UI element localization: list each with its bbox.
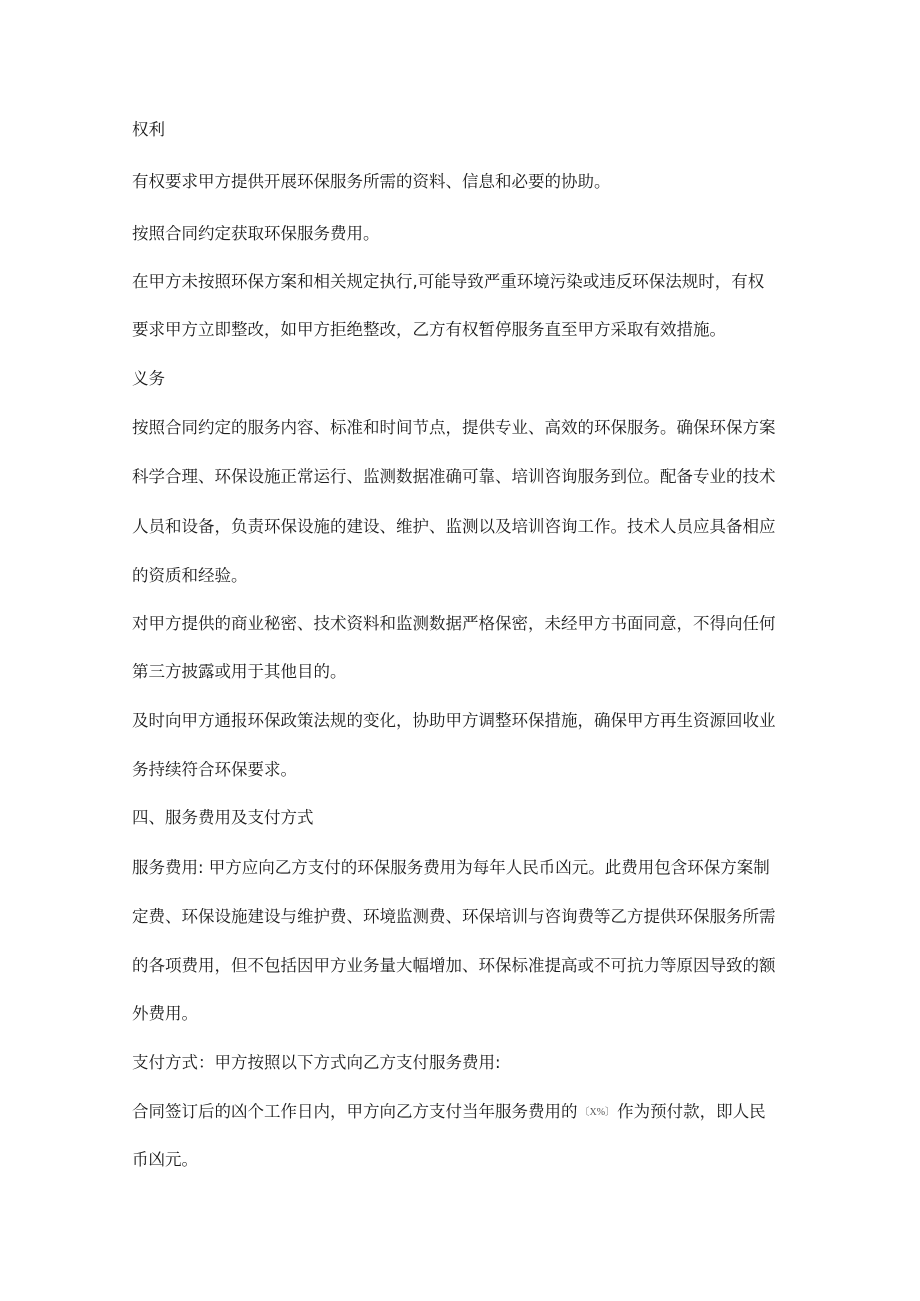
paragraph-line: 及时向甲方通报环保政策法规的变化，协助甲方调整环保措施，确保甲方再生资源回收业 (132, 711, 776, 730)
payment-line-text: 作为预付款，即人民 (617, 1102, 766, 1121)
paragraph-line: 定费、环保设施建设与维护费、环境监测费、环保培训与咨询费等乙方提供环保服务所需 (132, 907, 776, 926)
paragraph-line: 对甲方提供的商业秘密、技术资料和监测数据严格保密，未经甲方书面同意，不得向任何 (132, 614, 776, 633)
payment-line-text: 合同签订后的凶个工作日内，甲方向乙方支付当年服务费用的 (132, 1102, 578, 1121)
paragraph-line: 外费用。 (132, 1004, 198, 1023)
paragraph-line: 要求甲方立即整改，如甲方拒绝整改，乙方有权暂停服务直至甲方采取有效措施。 (132, 320, 726, 339)
section-heading-rights: 权利 (132, 120, 165, 139)
paragraph-line: 人员和设备，负责环保设施的建设、维护、监测以及培训咨询工作。技术人员应具备相应 (132, 517, 776, 536)
paragraph-line: 科学合理、环保设施正常运行、监测数据准确可靠、培训咨询服务到位。配备专业的技术 (132, 467, 776, 486)
payment-line (132, 1100, 800, 1125)
percentage-placeholder: 〔X%〕 (579, 1107, 616, 1118)
section-heading-fees: 四、服务费用及支付方式 (132, 808, 314, 827)
paragraph-line: 币凶元。 (132, 1150, 198, 1169)
paragraph-line: 的资质和经验。 (132, 566, 248, 585)
paragraph-line: 按照合同约定获取环保服务费用。 (132, 224, 380, 243)
paragraph-line: 有权要求甲方提供开展环保服务所需的资料、信息和必要的协助。 (132, 172, 611, 191)
paragraph-line: 按照合同约定的服务内容、标准和时间节点，提供专业、高效的环保服务。确保环保方案 (132, 418, 776, 437)
paragraph-line: 的各项费用，但不包括因甲方业务量大幅增加、环保标准提高或不可抗力等原因导致的额 (132, 956, 776, 975)
paragraph-line: 第三方披露或用于其他目的。 (132, 662, 347, 681)
paragraph-line: 在甲方未按照环保方案和相关规定执行,可能导致严重环境污染或违反环保法规时，有权 (132, 272, 765, 291)
paragraph-line: 支付方式：甲方按照以下方式向乙方支付服务费用: (132, 1053, 501, 1072)
paragraph-line: 务持续符合环保要求。 (132, 760, 297, 779)
paragraph-line: 服务费用: 甲方应向乙方支付的环保服务费用为每年人民币凶元。此费用包含环保方案制 (132, 858, 770, 877)
section-heading-obligations: 义务 (132, 369, 165, 388)
